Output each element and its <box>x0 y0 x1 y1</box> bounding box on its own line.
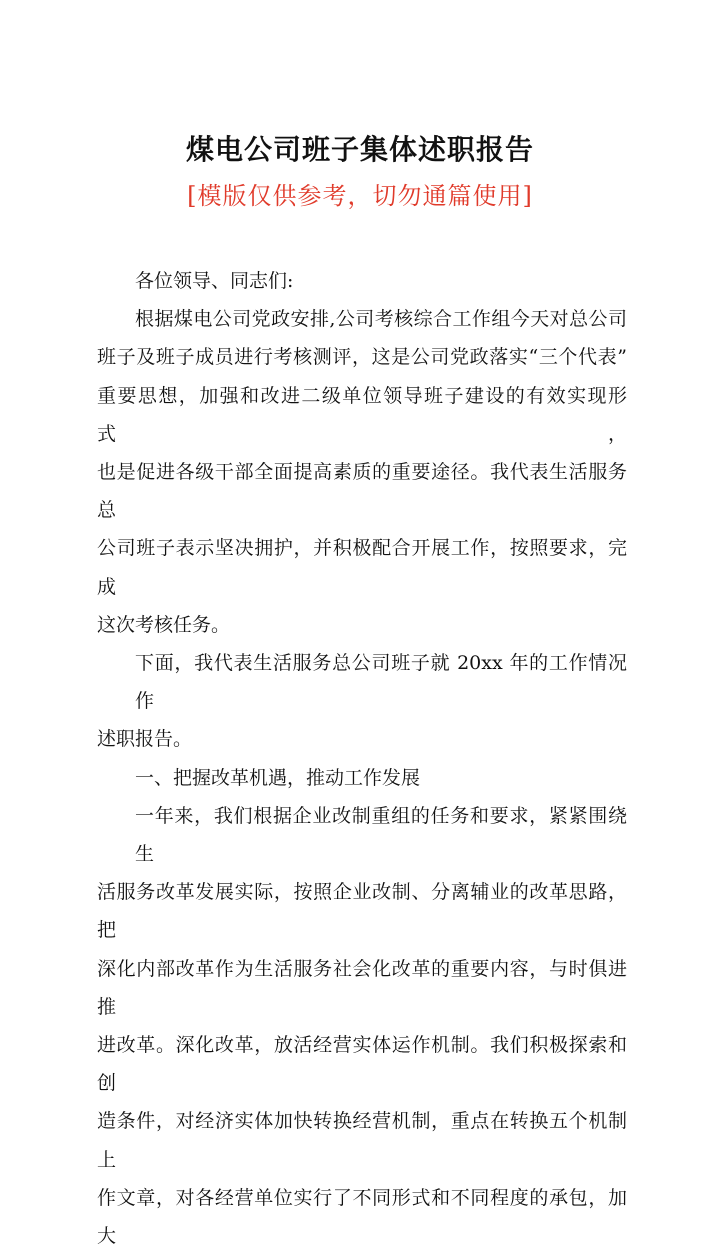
text-line: 各位领导、同志们: <box>135 270 294 292</box>
document-title: 煤电公司班子集体述职报告 <box>185 133 534 166</box>
text-line: 这次考核任务。 <box>97 613 231 636</box>
paragraph <box>97 300 627 644</box>
text-line: 造条件，对经济实体加快转换经营机制，重点在转换五个机制上 <box>97 1110 627 1171</box>
template-notice: [模版仅供参考，切勿通篇使用] <box>187 182 533 210</box>
text-line: 公司班子表示坚决拥护，并积极配合开展工作，按照要求，完成 <box>97 537 627 598</box>
text-line: 一年来，我们根据企业改制重组的任务和要求，紧紧围绕生 <box>135 804 627 866</box>
text-line: 作文章，对各经营单位实行了不同形式和不同程度的承包，加大 <box>97 1186 627 1248</box>
text-line: 进改革。深化改革，放活经营实体运作机制。我们积极探索和创 <box>97 1034 627 1095</box>
section-heading <box>97 759 627 797</box>
text-line: 活服务改革发展实际，按照企业改制、分离辅业的改革思路，把 <box>97 881 627 942</box>
paragraph <box>97 644 627 759</box>
text-line: 下面，我代表生活服务总公司班子就 20xx 年的工作情况作 <box>135 652 627 713</box>
text-line: 也是促进各级干部全面提高素质的重要途径。我代表生活服务总 <box>97 461 627 522</box>
text-line: 深化内部改革作为生活服务社会化改革的重要内容，与时俱进推 <box>97 957 627 1018</box>
paragraph <box>97 797 627 1255</box>
text-line: 一、把握改革机遇，推动工作发展 <box>135 766 421 789</box>
text-line: 述职报告。 <box>97 728 193 751</box>
text-line: 重要思想，加强和改进二级单位领导班子建设的有效实现形式， <box>97 384 627 445</box>
paragraph-greeting <box>97 262 627 300</box>
document-body <box>97 262 627 1255</box>
text-line: 班子及班子成员进行考核测评，这是公司党政落实“三个代表” <box>97 346 627 369</box>
text-line: 根据煤电公司党政安排,公司考核综合工作组今天对总公司 <box>135 308 627 331</box>
